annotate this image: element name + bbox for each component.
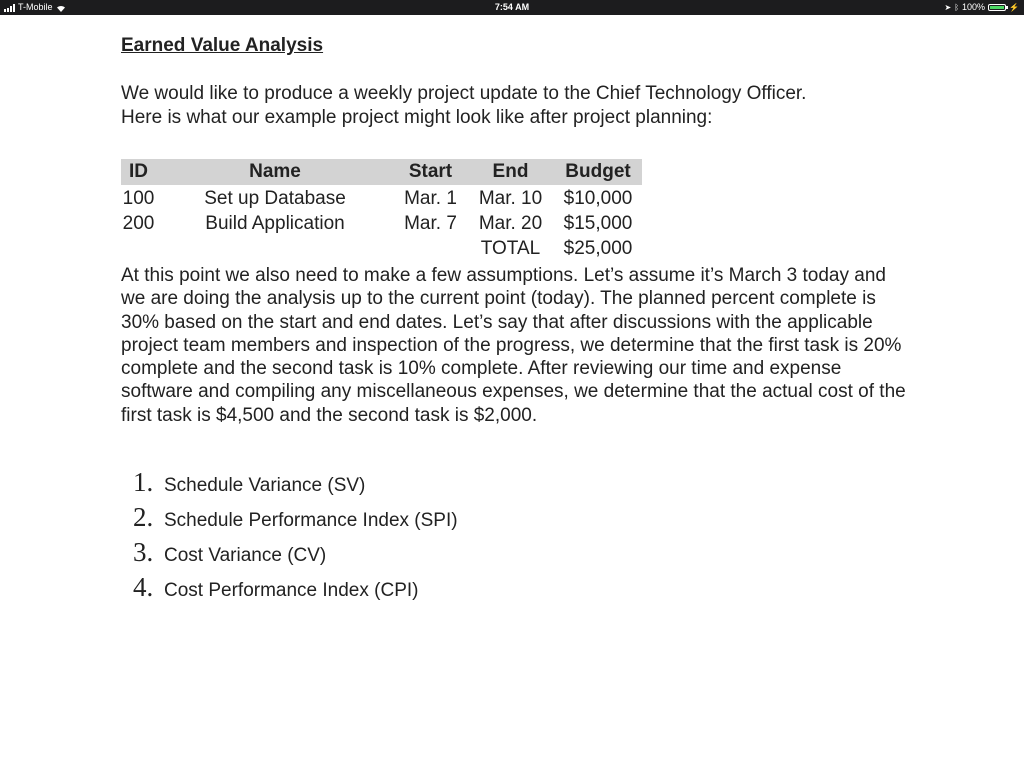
total-row [121, 235, 642, 260]
cell-budget: $10,000 [563, 188, 633, 209]
cell-budget: $15,000 [563, 213, 633, 234]
battery-percent: 100% [962, 2, 986, 12]
total-label: TOTAL [480, 238, 541, 259]
question-item [133, 537, 911, 572]
question-number: 3. [133, 537, 154, 568]
charge-icon: ⚡ [1009, 3, 1019, 12]
document [121, 34, 911, 607]
question-number: 1. [133, 467, 154, 498]
intro-line: Here is what our example project might look like after project planning: [121, 107, 713, 128]
question-text: Cost Performance Index (CPI) [164, 580, 419, 602]
question-item [133, 502, 911, 537]
total-value: $25,000 [563, 238, 633, 259]
cell-end: Mar. 20 [478, 213, 543, 234]
intro-paragraph [121, 82, 911, 130]
question-number: 2. [133, 502, 154, 533]
question-text: Schedule Variance (SV) [164, 475, 366, 497]
cell-start: Mar. 7 [404, 213, 457, 234]
status-right [944, 0, 1019, 15]
table-header-row [121, 159, 642, 185]
header-end: End [467, 159, 554, 185]
battery-tip [1006, 6, 1008, 9]
location-icon: ➤ [944, 3, 952, 12]
table-row [121, 210, 642, 235]
question-text: Cost Variance (CV) [164, 545, 327, 567]
status-bar [0, 0, 1024, 15]
header-id: ID [121, 159, 156, 185]
question-number: 4. [133, 572, 154, 603]
header-start: Start [394, 159, 467, 185]
header-budget: Budget [554, 159, 642, 185]
battery-fill [990, 6, 1004, 9]
intro-line: We would like to produce a weekly project update to the Chief Technology Officer. [121, 83, 807, 104]
carrier-label: T-Mobile [18, 2, 53, 12]
cell-name: Build Application [205, 213, 345, 234]
cell-id: 200 [122, 213, 155, 234]
cell-name: Set up Database [204, 188, 346, 209]
cell-start: Mar. 1 [404, 188, 457, 209]
cell-end: Mar. 10 [478, 188, 543, 209]
budget-table [121, 159, 642, 260]
document-title: Earned Value Analysis [121, 35, 324, 56]
status-time: 7:54 AM [494, 2, 530, 12]
header-name: Name [156, 159, 394, 185]
question-item [133, 572, 911, 607]
table-row [121, 185, 642, 210]
battery-icon [988, 4, 1006, 11]
question-list [133, 467, 911, 607]
assumptions-paragraph: At this point we also need to make a few assumptions. Let’s assume it’s March 3 today and we are doing the analysis up to the current point (today). The planned percent complete is 30% based on the start and end dates. Let’s say that after discussions with the applicable project team members and inspection of the progress, we determine that the first task is 20% complete and the second task is 10% complete. After reviewing our time and expense software and compiling any miscellaneous expenses, we determine that the actual cost of the first task is $4,500 and the second task is $2,000. [121, 265, 906, 426]
cell-id: 100 [122, 188, 155, 209]
question-item [133, 467, 911, 502]
bluetooth-icon: ᛒ [954, 3, 959, 12]
question-text: Schedule Performance Index (SPI) [164, 510, 458, 532]
